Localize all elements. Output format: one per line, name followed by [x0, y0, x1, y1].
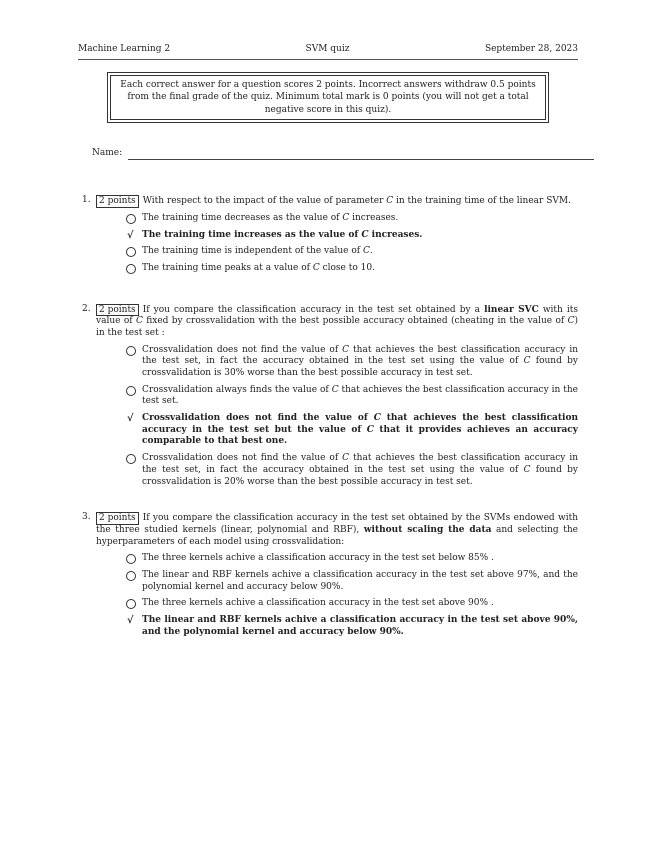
- answer-option[interactable]: Crossvalidation does not find the value of C that achieves the best classification accuracy in the test set, in fact the accuracy obtained in the test set using the value of C found by crossvalidation is 30% worse than the best possible accuracy in test set.: [126, 345, 578, 380]
- question-number: 2.: [82, 303, 91, 314]
- question-stem: 3. 2 points If you compare the classification accuracy in the test set obtained by the SVMs endowed with the three studied kernels (linear, polynomial and RBF), without scaling the data and selecting the hyperparameters of each model using crossvalidation:: [82, 512, 578, 547]
- question-1: [78, 195, 578, 274]
- radio-circle-icon[interactable]: [126, 554, 136, 569]
- answer-option-correct[interactable]: √ The training time increases as the value of C increases.: [127, 229, 423, 241]
- question-stem: [78, 195, 578, 208]
- quiz-date: September 28, 2023: [484, 44, 578, 54]
- radio-circle-icon[interactable]: [126, 214, 136, 229]
- checkmark-icon[interactable]: √: [127, 413, 134, 425]
- answer-option[interactable]: Crossvalidation always finds the value of C that achieves the best classification accuracy in the test set.: [126, 385, 578, 408]
- radio-circle-icon[interactable]: [126, 264, 136, 279]
- instructions-text: Each correct answer for a question scores 2 points. Incorrect answers withdraw 0.5 points from the final grade of the quiz. Minimum total mark is 0 points (you will not get a total negative score in this quiz).: [110, 75, 546, 121]
- answer-option-correct[interactable]: √ The linear and RBF kernels achive a classification accuracy in the test set above 90%, and the polynomial kernel and accuracy below 90%.: [127, 615, 578, 637]
- answer-option[interactable]: The three kernels achive a classification accuracy in the test set above 90% .: [126, 598, 578, 610]
- question-2: [78, 304, 578, 489]
- answer-options: [78, 553, 578, 638]
- page-header: [78, 44, 578, 60]
- answer-option[interactable]: Crossvalidation does not find the value of C that achieves the best classification accuracy in the test set, in fact the accuracy obtained in the test set using the value of C found by crossvalidation is 20% worse than the best possible accuracy in test set.: [126, 453, 578, 488]
- answer-option[interactable]: The linear and RBF kernels achive a classification accuracy in the test set above 97%, and the polynomial kernel and accuracy below 90%.: [126, 570, 578, 593]
- name-input-line[interactable]: [128, 149, 594, 160]
- stem-text: With respect to the impact of the value of parameter: [142, 196, 387, 207]
- radio-circle-icon[interactable]: [126, 571, 136, 586]
- answer-option[interactable]: The training time peaks at a value of C close to 10.: [126, 263, 578, 275]
- radio-circle-icon[interactable]: [126, 247, 136, 262]
- course-name: Machine Learning 2: [78, 44, 171, 54]
- question-3: [78, 512, 578, 638]
- question-number: 1.: [82, 195, 91, 206]
- answer-option[interactable]: The training time decreases as the value of C increases.: [126, 213, 578, 225]
- points-badge: 2 points: [96, 512, 139, 524]
- quiz-title: SVM quiz: [305, 44, 350, 54]
- answer-options: [78, 345, 578, 489]
- checkmark-icon[interactable]: √: [127, 229, 134, 241]
- points-badge: 2 points: [96, 195, 139, 207]
- radio-circle-icon[interactable]: [126, 454, 136, 469]
- name-label: Name:: [92, 148, 123, 159]
- answer-options: [78, 213, 578, 275]
- answer-option[interactable]: The training time is independent of the value of C.: [126, 246, 578, 258]
- name-row: [92, 148, 578, 160]
- question-stem: 2. 2 points If you compare the classification accuracy in the test set obtained by a linear SVC with its value of C fixed by crossvalidation with the best possible accuracy obtained (cheating in the value of C) in the test set :: [82, 303, 578, 338]
- question-number: 3.: [82, 512, 91, 523]
- stem-text: in the training time of the linear SVM.: [393, 196, 571, 207]
- answer-option[interactable]: The three kernels achive a classification accuracy in the test set below 85% .: [126, 553, 578, 565]
- radio-circle-icon[interactable]: [126, 346, 136, 361]
- stem-var: C: [386, 196, 394, 207]
- points-badge: 2 points: [96, 304, 139, 316]
- quiz-page: [78, 44, 578, 643]
- radio-circle-icon[interactable]: [126, 386, 136, 401]
- radio-circle-icon[interactable]: [126, 599, 136, 614]
- answer-option-correct[interactable]: √ Crossvalidation does not find the value of C that achieves the best classification accuracy in the test set but the value of C that it provides achieves an accuracy comparable to that best one.: [127, 413, 579, 447]
- checkmark-icon[interactable]: √: [127, 615, 134, 627]
- instructions-box: [107, 72, 549, 124]
